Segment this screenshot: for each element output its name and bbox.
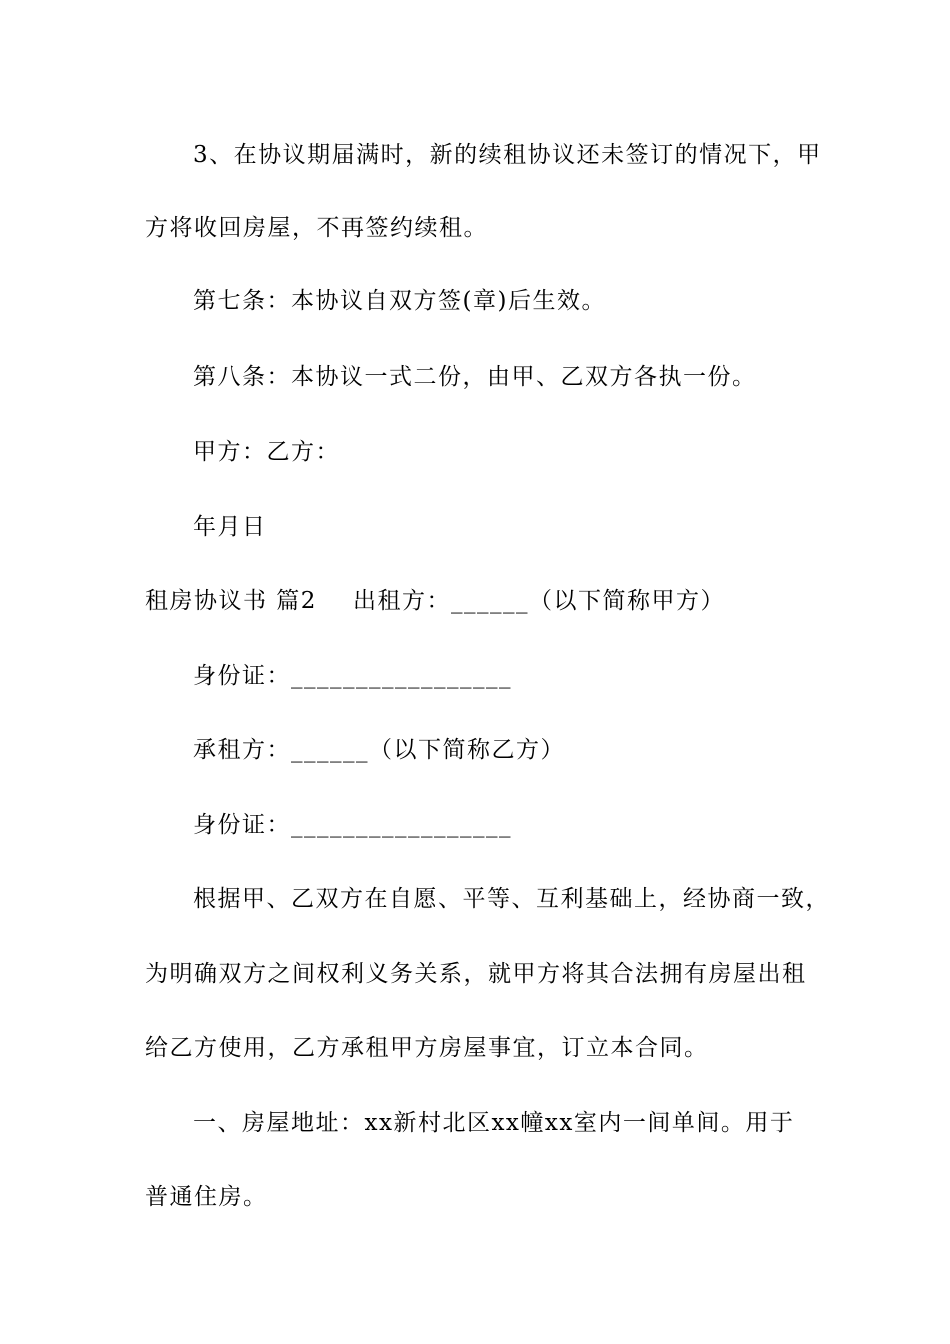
- preamble-line-3: 给乙方使用，乙方承租甲方房屋事宜，订立本合同。: [145, 1035, 709, 1061]
- article-7: 第七条：本协议自双方签(章)后生效。: [193, 288, 606, 314]
- clause-3-line-1: 3、在协议期届满时，新的续租协议还未签订的情况下，甲: [193, 142, 822, 168]
- lessee-label: 承租方：: [193, 737, 291, 763]
- section-2-heading-line: [145, 586, 725, 616]
- lessor-label: 出租方：: [352, 588, 451, 614]
- id-label: 身份证：: [193, 663, 291, 689]
- lessee-line: [193, 735, 565, 765]
- preamble-line-1: 根据甲、乙双方在自愿、平等、互利基础上，经协商一致，: [193, 886, 830, 912]
- address-clause-line-1: 一、房屋地址：xx新村北区xx幢xx室内一间单间。用于: [193, 1110, 795, 1136]
- clause-3-line-2: 方将收回房屋，不再签约续租。: [145, 215, 488, 241]
- preamble-line-2: 为明确双方之间权利义务关系，就甲方将其合法拥有房屋出租: [145, 961, 807, 987]
- lessor-id-line: [193, 661, 512, 691]
- signature-parties: 甲方：乙方：: [193, 439, 340, 465]
- section-heading: 租房协议书 篇2: [145, 588, 317, 614]
- lessee-note: （以下简称乙方）: [369, 737, 565, 763]
- lessee-blank: ______: [291, 737, 369, 763]
- lessor-blank: ______: [450, 588, 529, 614]
- lessor-note: （以下简称甲方）: [528, 588, 725, 614]
- lessee-id-line: [193, 810, 512, 840]
- date-line: 年月日: [193, 514, 267, 540]
- id-blank: _________________: [291, 663, 512, 689]
- address-clause-line-2: 普通住房。: [145, 1184, 268, 1210]
- article-8: 第八条：本协议一式二份，由甲、乙双方各执一份。: [193, 364, 757, 390]
- id-label: 身份证：: [193, 812, 291, 838]
- id-blank: _________________: [291, 812, 512, 838]
